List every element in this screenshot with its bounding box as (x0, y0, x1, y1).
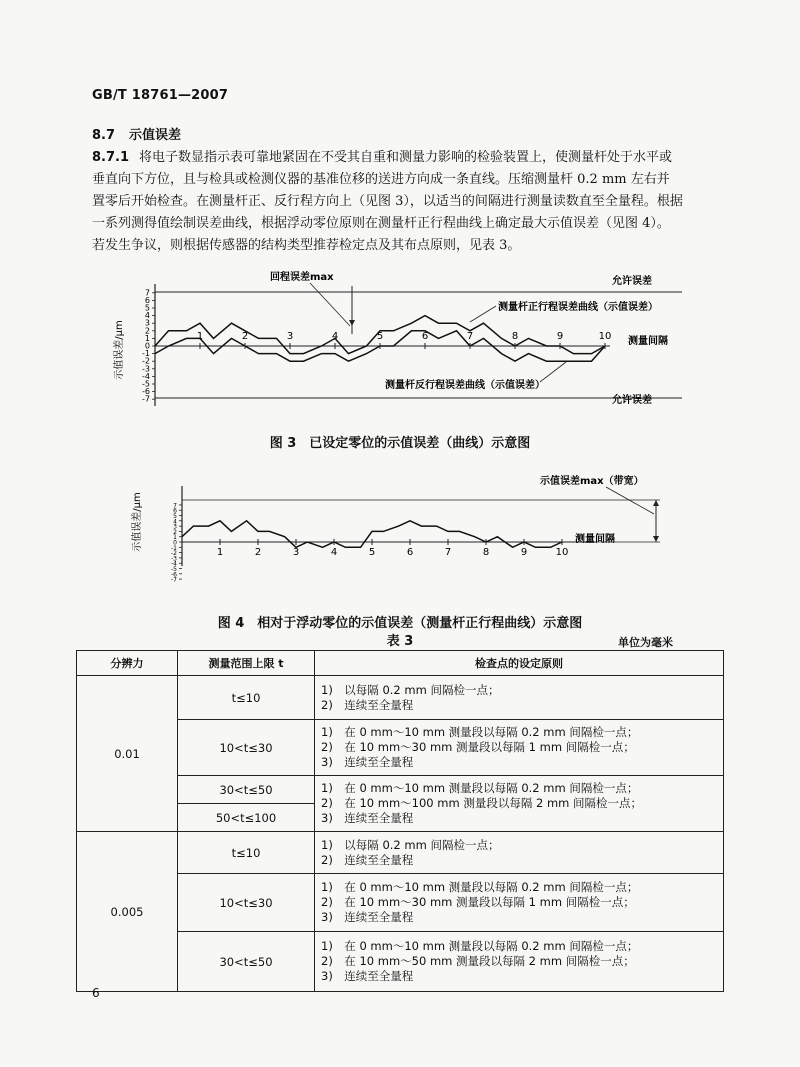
x-tick-label: 4 (330, 547, 338, 558)
paragraph-line: 一系列测得值绘制误差曲线，根据浮动零位原则在测量杆正行程曲线上确定最大示值误差（见图 4）。 (92, 216, 670, 231)
figure4-bandwidth-label: 示值误差max（带宽） (540, 476, 644, 487)
y-tick-label: 4 (173, 518, 177, 526)
range-cell: t≤10 (178, 832, 315, 874)
x-tick-label: 5 (376, 331, 384, 342)
figure4-bandwidth-leader (606, 487, 654, 514)
x-tick-label: 5 (368, 547, 376, 558)
table-header-row (77, 651, 724, 676)
figure4-y-axis-label: 示值误差/μm (132, 492, 143, 552)
x-tick-label: 8 (482, 547, 490, 558)
figure3-hysteresis-arrow (349, 320, 355, 326)
y-tick-label: -1 (171, 544, 177, 552)
figure3-forward-label: 测量杆正行程误差曲线（示值误差） (498, 302, 658, 313)
y-tick-label: -2 (142, 356, 150, 366)
y-tick-label: 4 (144, 311, 150, 321)
x-tick-label: 9 (520, 547, 528, 558)
figure3-interval-label: 测量间隔 (628, 336, 668, 347)
y-tick-label: -5 (171, 566, 177, 573)
y-tick-label: -5 (142, 379, 150, 389)
table3-title: 表 3 (386, 634, 414, 649)
x-tick-label: 1 (216, 547, 224, 558)
range-cell: t≤10 (178, 676, 315, 720)
figure3-tolerance-top-label: 允许误差 (612, 276, 652, 287)
figure4-band-arrow-top (653, 500, 659, 506)
y-tick-label: -7 (142, 394, 150, 404)
figure3-tolerance-bottom-label: 允许误差 (612, 395, 652, 406)
header-resolution: 分辨力 (77, 651, 178, 676)
paragraph-line: 8.7.1 将电子数显指示表可靠地紧固在不受其自重和测量力影响的检验装置上，使测量杆处于水平或 (92, 150, 673, 165)
figure3-hysteresis-leader (310, 283, 350, 326)
x-tick-label: 1 (196, 331, 204, 342)
range-cell: 50<t≤100 (178, 804, 315, 832)
y-tick-label: -6 (142, 387, 150, 397)
paragraph-line: 若发生争议，则根据传感器的结构类型推荐检定点及其布点原则，见表 3。 (92, 238, 521, 253)
page-number: 6 (92, 986, 100, 1000)
y-tick-label: 5 (144, 303, 150, 313)
y-tick-label: 3 (173, 523, 177, 531)
figure4-y-ticks (171, 502, 182, 583)
range-cell: 10<t≤30 (178, 720, 315, 776)
clause-paragraph (92, 147, 722, 257)
y-tick-label: 7 (173, 502, 177, 510)
figure3-reverse-leader (540, 362, 566, 382)
x-tick-label: 10 (555, 547, 569, 558)
y-tick-label: -4 (171, 560, 177, 568)
figure3-caption: 图 3 已设定零位的示值误差（曲线）示意图 (269, 436, 531, 451)
y-tick-label: 7 (144, 288, 150, 298)
table3-unit: 单位为毫米 (618, 636, 673, 649)
y-tick-label: -1 (142, 349, 150, 359)
x-tick-label: 9 (556, 331, 564, 342)
table3 (76, 650, 724, 992)
resolution-cell: 0.01 (77, 676, 178, 832)
section-title: 示值误差 (129, 128, 182, 143)
range-cell: 10<t≤30 (178, 874, 315, 932)
y-tick-label: 0 (173, 539, 177, 547)
x-tick-label: 2 (241, 331, 249, 342)
y-tick-label: 2 (144, 326, 150, 336)
x-tick-label: 3 (292, 547, 300, 558)
x-tick-label: 10 (598, 331, 612, 342)
standard-code: GB/T 18761—2007 (92, 88, 229, 103)
principle-cell: 1) 以每隔 0.2 mm 间隔检一点； 2) 连续至全量程 (315, 832, 724, 874)
x-tick-label: 3 (286, 331, 294, 342)
y-tick-label: 5 (173, 513, 177, 520)
y-tick-label: -4 (142, 371, 150, 381)
y-tick-label: 1 (173, 534, 177, 542)
principle-cell: 1) 在 0 mm～10 mm 测量段以每隔 0.2 mm 间隔检一点； 2) 在 10 mm～30 mm 测量段以每隔 1 mm 间隔检一点； 3) 连续至全量程 (315, 874, 724, 932)
x-tick-label: 4 (331, 331, 339, 342)
table-row (77, 832, 724, 874)
paragraph-line: 垂直向下方位，且与检具或检测仪器的基准位移的送进方向成一条直线。压缩测量杆 0.2 mm 左右并 (92, 172, 670, 187)
resolution-cell: 0.005 (77, 832, 178, 992)
y-tick-label: 1 (144, 333, 150, 343)
section-number: 8.7 (92, 128, 116, 143)
figure4-interval-label: 测量间隔 (575, 534, 615, 545)
y-tick-label: 6 (173, 507, 177, 515)
y-tick-label: 0 (144, 341, 150, 351)
y-tick-label: 2 (173, 528, 177, 536)
y-tick-label: -2 (171, 550, 177, 558)
figure4-chart (0, 472, 800, 584)
x-tick-label: 6 (421, 331, 429, 342)
section-heading (92, 124, 181, 143)
header-principle: 检查点的设定原则 (315, 651, 724, 676)
y-tick-label: -3 (171, 555, 177, 563)
x-tick-label: 7 (444, 547, 452, 558)
figure3-reverse-label: 测量杆反行程误差曲线（示值误差） (385, 380, 545, 391)
table-row (77, 676, 724, 720)
y-tick-label: -6 (171, 571, 177, 579)
y-tick-label: 3 (144, 318, 150, 328)
figure4-band-arrow-bottom (653, 536, 659, 542)
paragraph-line: 置零后开始检查。在测量杆正、反行程方向上（见图 3），以适当的间隔进行测量读数直至全量程。根据 (92, 194, 683, 209)
y-tick-label: -7 (171, 576, 177, 584)
x-tick-label: 6 (406, 547, 414, 558)
range-cell: 30<t≤50 (178, 776, 315, 804)
clause-number: 8.7.1 (92, 150, 130, 165)
figure3-y-ticks (142, 288, 155, 403)
figure3-forward-leader (470, 306, 496, 322)
x-tick-label: 7 (466, 331, 474, 342)
figure3-hysteresis-label: 回程误差max (270, 272, 334, 283)
figure3-chart (0, 266, 800, 416)
y-tick-label: -3 (142, 364, 150, 374)
x-tick-label: 2 (254, 547, 262, 558)
principle-cell: 1) 在 0 mm～10 mm 测量段以每隔 0.2 mm 间隔检一点； 2) 在 10 mm～100 mm 测量段以每隔 2 mm 间隔检一点； 3) 连续至全量程 (315, 776, 724, 832)
principle-cell: 1) 在 0 mm～10 mm 测量段以每隔 0.2 mm 间隔检一点； 2) 在 10 mm～50 mm 测量段以每隔 2 mm 间隔检一点； 3) 连续至全量程 (315, 932, 724, 992)
principle-cell: 1) 在 0 mm～10 mm 测量段以每隔 0.2 mm 间隔检一点； 2) 在 10 mm～30 mm 测量段以每隔 1 mm 间隔检一点； 3) 连续至全量程 (315, 720, 724, 776)
figure4-caption: 图 4 相对于浮动零位的示值误差（测量杆正行程曲线）示意图 (217, 616, 583, 631)
header-range: 测量范围上限 t (178, 651, 315, 676)
y-tick-label: 6 (144, 295, 150, 305)
figure3-y-axis-label: 示值误差/μm (114, 320, 125, 380)
principle-cell: 1) 以每隔 0.2 mm 间隔检一点； 2) 连续至全量程 (315, 676, 724, 720)
range-cell: 30<t≤50 (178, 932, 315, 992)
x-tick-label: 8 (511, 331, 519, 342)
